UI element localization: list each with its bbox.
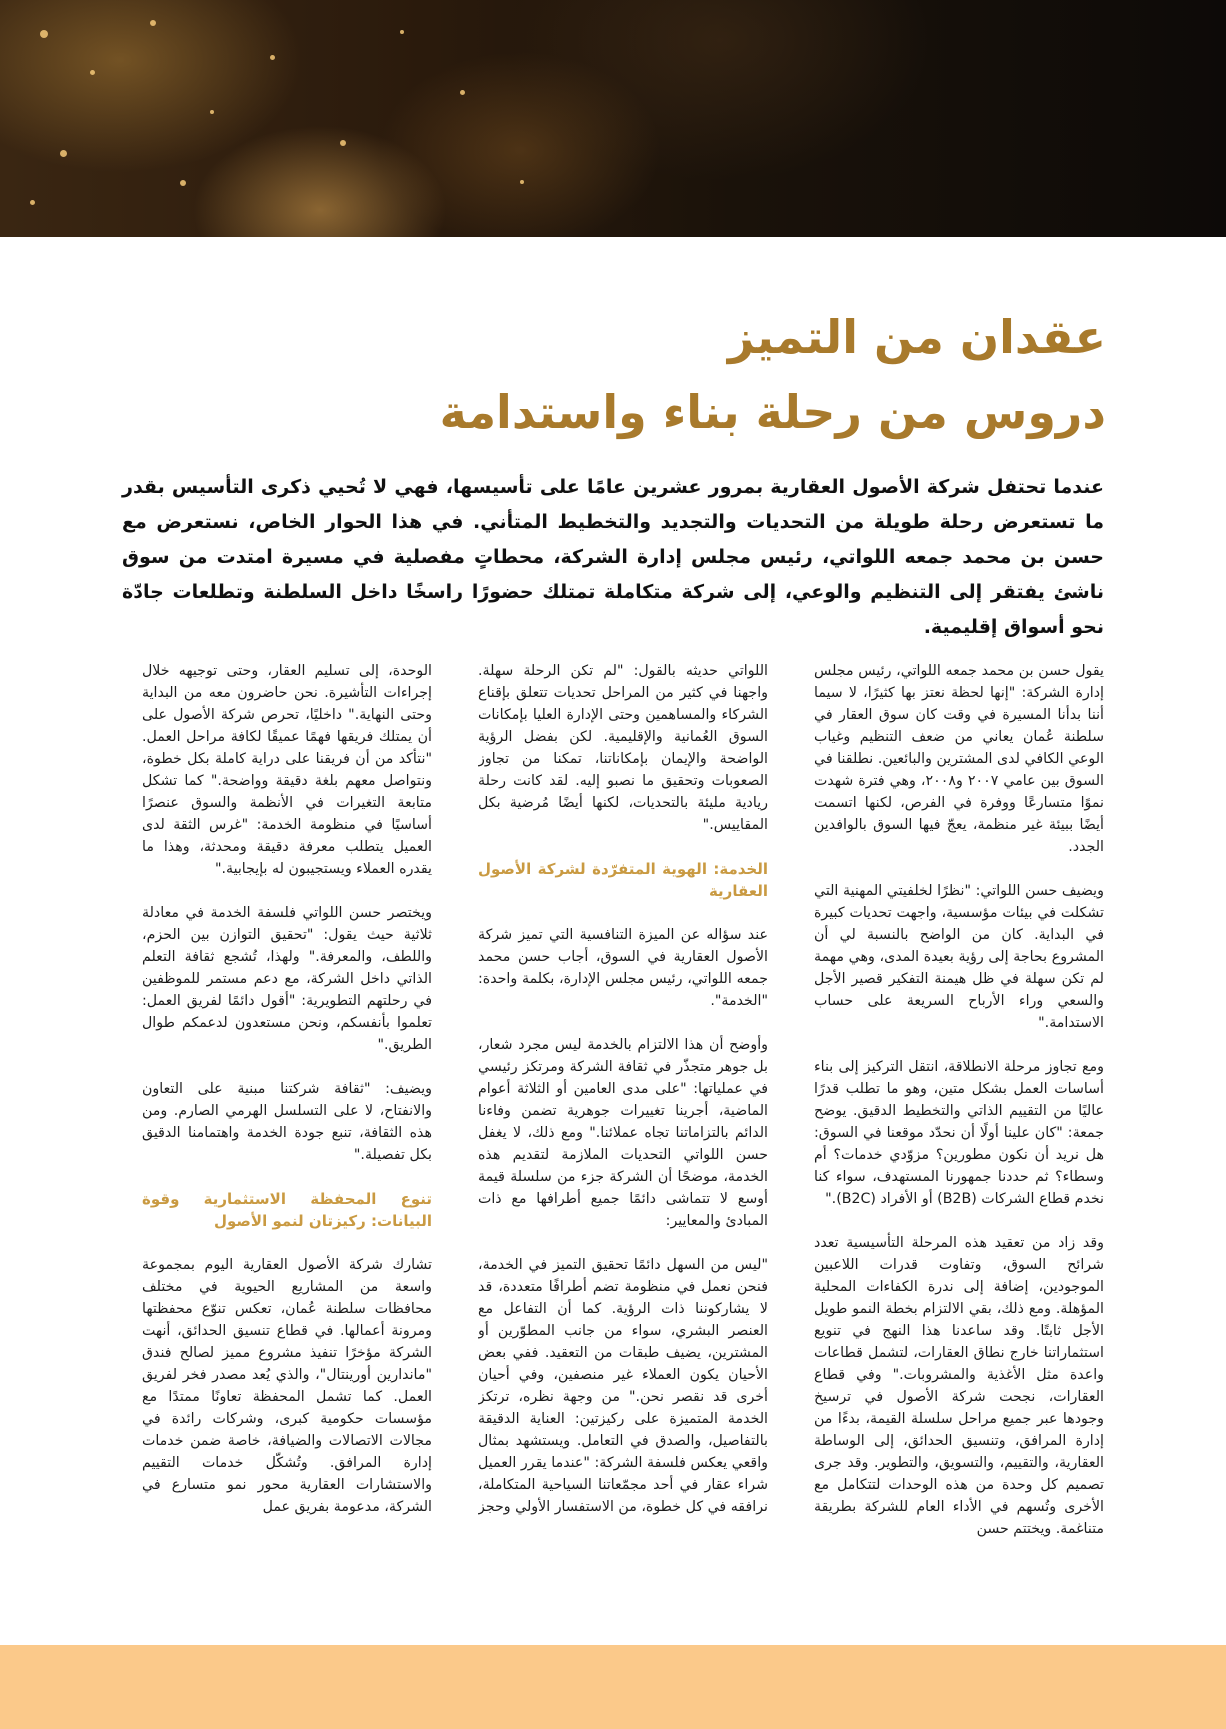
- paragraph: يقول حسن بن محمد جمعه اللواتي، رئيس مجلس إدارة الشركة: "إنها لحظة نعتز بها كثيرًا، لا سيما أننا بدأنا المسيرة في وقت كان سوق العقار في سلطنة عُمان يعاني من ضعف التنظيم وغياب الوعي الكافي لدى المشترين والبائعين. نطلقنا في السوق بين عامي ٢٠٠٧ و٢٠٠٨، وهي فترة شهدت نموًا متسارعًا ووفرة في الفرص، لكنها اتسمت أيضًا ببيئة غير منظمة، يعجّ فيها السوق بالوافدين الجدد.: [814, 663, 1104, 855]
- article-column-2: [478, 660, 768, 1600]
- paragraph: ومع تجاوز مرحلة الانطلاقة، انتقل التركيز إلى بناء أساسات العمل بشكل متين، وهو ما تطلب قدرًا عاليًا من التقييم الذاتي والتخطيط الدقيق. يوضح جمعة: "كان علينا أولًا أن نحدّد موقعنا في السوق: هل نريد أن نكون مطورين؟ مزوّدي خدمات؟ أم وسطاء؟ ثم حددنا جمهورنا المستهدف، سواء كنا نخدم قطاع الشركات (B2B) أو الأفراد (B2C).": [814, 1059, 1104, 1207]
- footer-bar: [0, 1645, 1226, 1729]
- section-heading-portfolio: تنوع المحفظة الاستثمارية وقوة البيانات: ركيزتان لنمو الأصول: [142, 1190, 432, 1230]
- paragraph: ويضيف: "ثقافة شركتنا مبنية على التعاون والانفتاح، لا على التسلسل الهرمي الصارم. ومن هذه الثقافة، تنبع جودة الخدمة واهتمامنا الدقيق بكل تفصيلة.": [142, 1081, 432, 1163]
- section-heading-service: الخدمة: الهوية المتفرّدة لشركة الأصول العقارية: [478, 860, 768, 900]
- paragraph: وقد زاد من تعقيد هذه المرحلة التأسيسية تعدد شرائح السوق، وتفاوت قدرات اللاعبين الموجودين، إضافة إلى ندرة الكفاءات المحلية المؤهلة. ومع ذلك، بقي الالتزام بخطة النمو طويل الأجل ثابتًا. وقد ساعدنا هذا النهج في تنويع استثماراتنا خارج نطاق العقارات، لتشمل قطاعات واعدة مثل الأغذية والمشروبات." وفي قطاع العقارات، نجحت شركة الأصول في ترسيخ وجودها عبر جميع مراحل سلسلة القيمة، بدءًا من إدارة المرافق، وتنسيق الحدائق، إلى الوساطة العقارية، والتقييم، والتسويق، والتطوير. وقد جرى تصميم كل وحدة من هذه الوحدات لتتكامل مع الأخرى وتُسهم في الأداء العام للشركة بطريقة متناغمة. ويختتم حسن: [814, 1235, 1104, 1537]
- lead-paragraph: عندما تحتفل شركة الأصول العقارية بمرور عشرين عامًا على تأسيسها، فهي لا تُحيي ذكرى التأسيس بقدر ما تستعرض رحلة طويلة من التحديات والتجديد والتخطيط المتأني. في هذا الحوار الخاص، نستعرض مع حسن بن محمد جمعه اللواتي، رئيس مجلس إدارة الشركة، محطاتٍ مفصلية في مسيرة امتدت من سوق ناشئ يفتقر إلى التنظيم والوعي، إلى شركة متكاملة تمتلك حضورًا راسخًا داخل السلطنة وتطلعات جادّة نحو أسواق إقليمية.: [122, 476, 1104, 638]
- paragraph: "ليس من السهل دائمًا تحقيق التميز في الخدمة، فنحن نعمل في منظومة تضم أطرافًا متعددة، قد لا يشاركوننا ذات الرؤية. كما أن التفاعل مع العنصر البشري، سواء من جانب المطوّرين أو المشترين، يضيف طبقات من التعقيد. ففي بعض الأحيان يكون العملاء غير منصفين، وفي أحيان أخرى قد نقصر نحن." من وجهة نظره، ترتكز الخدمة المتميزة على ركيزتين: العناية الدقيقة بالتفاصيل، والصدق في التعامل. ويستشهد بمثال واقعي يعكس فلسفة الشركة: "عندما يقرر العميل شراء عقار في أحد مجمّعاتنا السياحية المتكاملة، نرافقه في كل خطوة، من الاستفسار الأولي وحجز: [478, 1257, 768, 1515]
- article-column-1: [814, 660, 1104, 1600]
- paragraph: عند سؤاله عن الميزة التنافسية التي تميز شركة الأصول العقارية في السوق، أجاب حسن محمد جمعه اللواتي، رئيس مجلس الإدارة، بكلمة واحدة: "الخدمة".: [478, 927, 768, 1009]
- paragraph: ويختصر حسن اللواتي فلسفة الخدمة في معادلة ثلاثية حيث يقول: "تحقيق التوازن بين الحزم، واللطف، والمعرفة." ولهذا، تُشجع ثقافة التعلم الذاتي داخل الشركة، مع دعم مستمر للموظفين في رحلتهم التطويرية: "أقول دائمًا لفريق العمل: تعلموا بأنفسكم، ونحن مستعدون لدعمكم طوال الطريق.": [142, 905, 432, 1053]
- hero-image: [0, 0, 1226, 237]
- headline-line-2: دروس من رحلة بناء واستدامة: [439, 385, 1106, 439]
- paragraph: الوحدة، إلى تسليم العقار، وحتى توجيهه خلال إجراءات التأشيرة. نحن حاضرون معه من البداية وحتى النهاية." داخليًا، تحرص شركة الأصول على أن يمتلك فريقها فهمًا عميقًا لكافة مراحل العمل. "نتأكد من أن فريقنا على دراية كاملة بكل خطوة، ونتواصل معهم بلغة دقيقة وواضحة." كما تشكل متابعة التغيرات في الأنظمة والسوق عنصرًا أساسيًا في منظومة الخدمة: "غرس الثقة لدى العميل يتطلب معرفة دقيقة ومحدثة، وهذا ما يقدره العملاء ويستجيبون له بإيجابية.": [142, 663, 432, 877]
- paragraph: وأوضح أن هذا الالتزام بالخدمة ليس مجرد شعار، بل جوهر متجذّر في ثقافة الشركة ومرتكز رئيسي في عملياتها: "على مدى العامين أو الثلاثة أعوام الماضية، أجرينا تغييرات جوهرية تضمن وفاءنا الدائم بالتزاماتنا تجاه عملائنا." ومع ذلك، لا يغفل حسن اللواتي التحديات الملازمة لتقديم هذه الخدمة، موضحًا أن الشركة جزء من سلسلة قيمة أوسع لا تتماشى دائمًا جميع أطرافها مع ذات المبادئ والمعايير:: [478, 1037, 768, 1229]
- paragraph: اللواتي حديثه بالقول: "لم تكن الرحلة سهلة. واجهنا في كثير من المراحل تحديات تتعلق بإقناع الشركاء والمساهمين وحتى الإدارة العليا بإمكانات السوق العُمانية والإقليمية. لكن بفضل الرؤية الواضحة والإيمان بإمكاناتنا، تمكنا من تجاوز الصعوبات وتحقيق ما نصبو إليه. لقد كانت رحلة ريادية مليئة بالتحديات، لكنها أيضًا مُرضية بكل المقاييس.": [478, 663, 768, 833]
- paragraph: تشارك شركة الأصول العقارية اليوم بمجموعة واسعة من المشاريع الحيوية في مختلف محافظات سلطنة عُمان، تعكس تنوّع محفظتها ومرونة أعمالها. في قطاع تنسيق الحدائق، أنهت الشركة مؤخرًا تنفيذ مشروع مميز لصالح فندق "ماندارين أورينتال"، والذي يُعد مصدر فخر لفريق العمل. كما تشمل المحفظة تعاونًا ممتدًا مع مؤسسات حكومية كبرى، وشركات رائدة في مجالات الاتصالات والضيافة، خاصة ضمن خدمات إدارة المرافق. وتُشكّل خدمات التقييم والاستشارات العقارية محور نمو متسارع في الشركة، مدعومة بفريق عمل: [142, 1257, 432, 1515]
- headline-line-1: عقدان من التميز: [727, 310, 1106, 364]
- article-column-3: [142, 660, 432, 1600]
- paragraph: ويضيف حسن اللواتي: "نظرًا لخلفيتي المهنية التي تشكلت في بيئات مؤسسية، واجهت تحديات كبيرة في البداية. كان من الواضح بالنسبة لي أن المشروع بحاجة إلى رؤية بعيدة المدى، وهي مهمة لم تكن سهلة في ظل هيمنة التفكير قصير الأجل والسعي وراء الأرباح السريعة على حساب الاستدامة.": [814, 883, 1104, 1031]
